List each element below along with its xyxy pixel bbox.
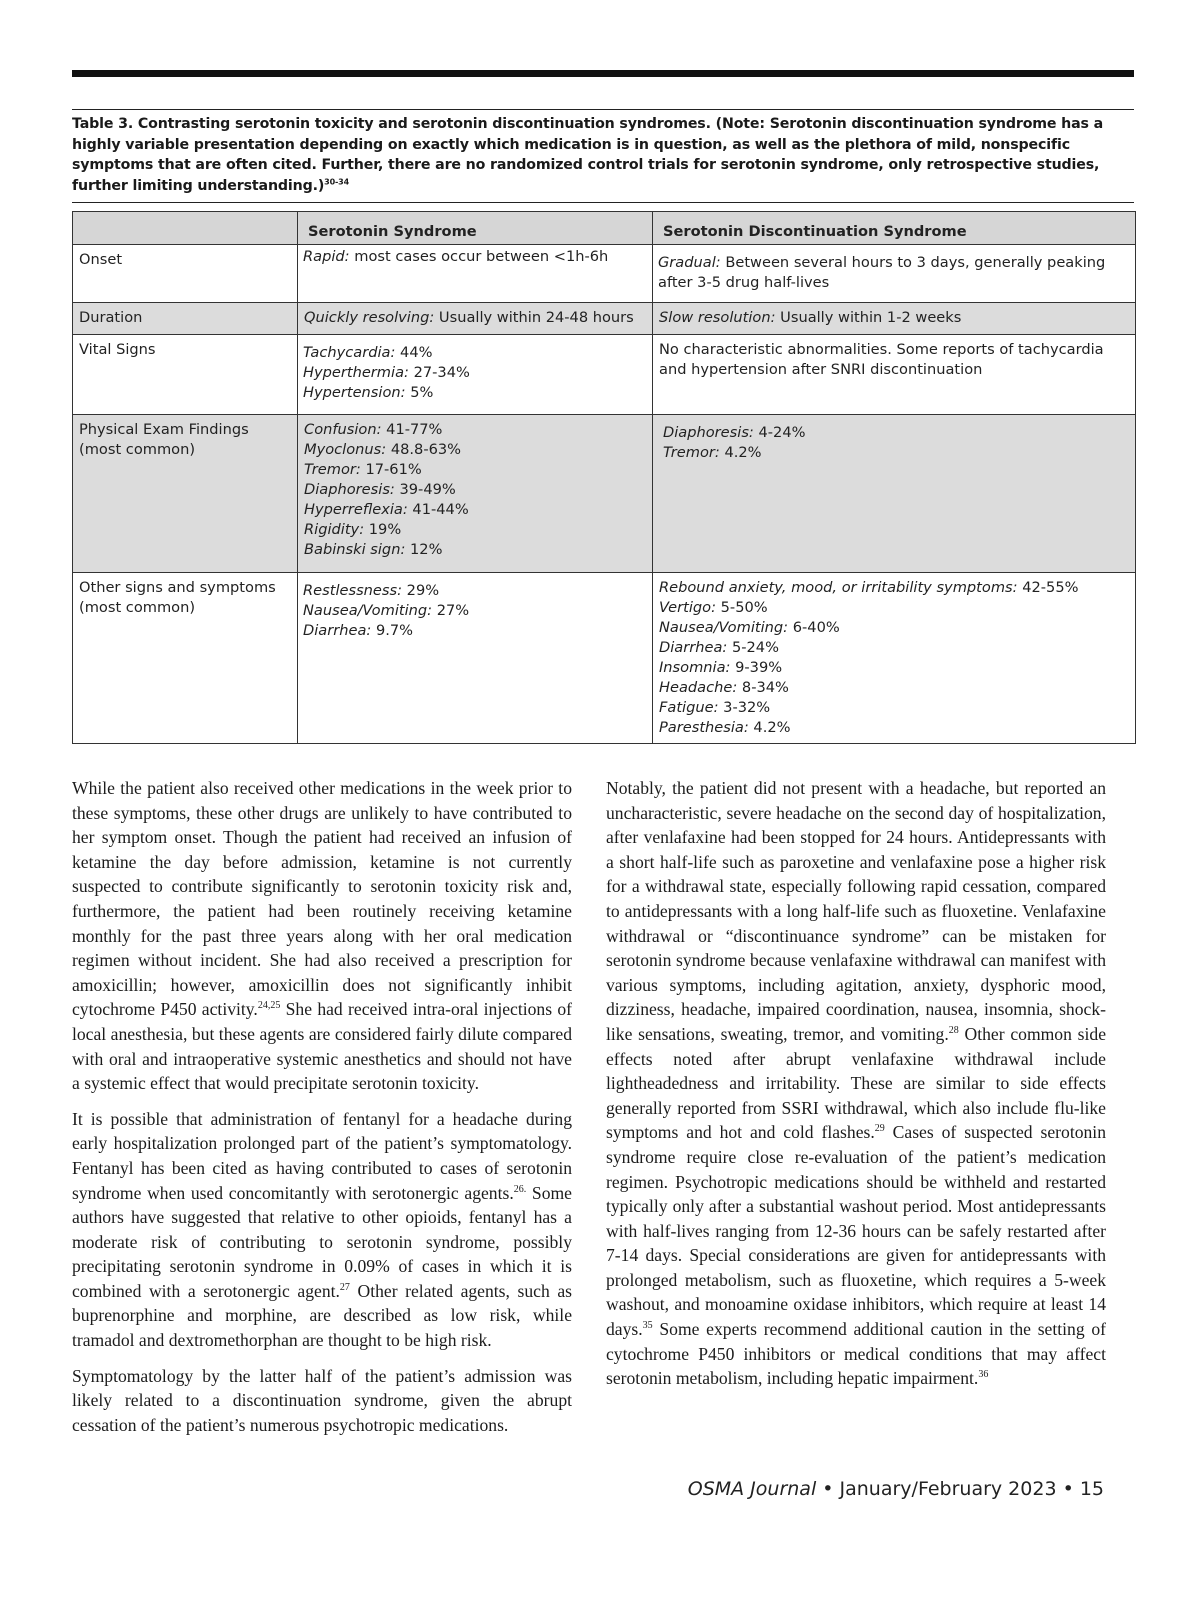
body-column-left: [72, 776, 572, 1448]
term: Hypertension:: [303, 384, 406, 401]
value: Usually within 1-2 weeks: [775, 309, 962, 326]
term: Hyperthermia:: [303, 364, 409, 381]
value: 44%: [395, 344, 433, 361]
term: Slow resolution:: [659, 309, 776, 326]
ss-cell: [298, 573, 653, 744]
comparison-table: [72, 211, 1136, 744]
term: Diarrhea:: [659, 639, 728, 656]
sds-cell: [653, 303, 1136, 335]
term: Hyperreflexia:: [304, 501, 408, 518]
sds-cell: [653, 245, 1136, 303]
paragraph: Notably, the patient did not present with a headache, but reported an uncharacteristic, severe headache on the second day of hospitalization, after venlafaxine had been stopped for 24 hours. Antidepressants with a short half-life such as paroxetine and venlafaxine pose a higher risk for a withdrawal state, especially following rapid cessation, compared to antidepressants with a long half-life such as fluoxetine. Venlafaxine withdrawal or “discontinuance syndrome” can be mistaken for serotonin syndrome because venlafaxine withdrawal can manifest with various symptoms, including agitation, anxiety, dysphoric mood, dizziness, headache, impaired coordination, nausea, insomnia, shock-like sensations, sweating, tremor, and vomiting.$^{28}$ Other common side effects noted after abrupt venlafaxine withdrawal include lightheadedness and irritability. These are similar to side effects generally reported from SSRI withdrawal, which also include flu-like symptoms and hot and cold flashes.$^{29}$ Cases of suspected serotonin syndrome require close re-evaluation of the patient’s medication regimen. Psychotropic medications should be withheld and restarted typically only after a substantial washout period. Most antidepressants with half-lives ranging from 12-36 hours can be safely restarted after 7-14 days. Special considerations are given for antidepressants with prolonged metabolism, such as fluoxetine, which requires a 5-week washout, and monoamine oxidase inhibitors, which require at least 14 days.$^{35}$ Some experts recommend additional caution in the setting of cytochrome P450 inhibitors or medical conditions that may affect serotonin metabolism, including hepatic impairment.$^{36}$: [606, 778, 1107, 1389]
term: Diarrhea:: [303, 622, 372, 639]
body-column-right: [606, 776, 1106, 1402]
value: Usually within 24-48 hours: [434, 309, 634, 326]
value: 17-61%: [360, 461, 422, 478]
value: 5%: [405, 384, 434, 401]
term: Vertigo:: [659, 599, 716, 616]
value: 4-24%: [753, 424, 806, 441]
term: Headache:: [659, 679, 738, 696]
term: Rigidity:: [304, 521, 365, 538]
term: Rapid:: [303, 248, 350, 265]
term: Nausea/Vomiting:: [659, 619, 789, 636]
value: 12%: [405, 541, 443, 558]
paragraph: While the patient also received other medications in the week prior to these symptoms, these other drugs are unlikely to have contributed to her symptom onset. Though the patient had received an infusion of ketamine the day before admission, ketamine is not currently suspected to contribute significantly to serotonin toxicity risk and, furthermore, the patient had been routinely receiving ketamine monthly for the past three years along with her oral medication regimen without incident. She had also received a prescription for amoxicillin; however, amoxicillin does not significantly inhibit cytochrome P450 activity.$^{24,25}$ She had received intra-oral injections of local anesthesia, but these agents are considered fairly dilute compared with oral and intraoperative systemic anesthetics and should not have a systemic effect that would precipitate serotonin toxicity.: [72, 778, 572, 1094]
value: 48.8-63%: [386, 441, 462, 458]
row-label: Duration: [73, 303, 298, 335]
value: 8-34%: [737, 679, 789, 696]
sds-cell: No characteristic abnormalities. Some reports of tachycardia and hypertension after SNRI discontinuation: [653, 335, 1136, 415]
term: Myoclonus:: [304, 441, 387, 458]
table-caption: Table 3. Contrasting serotonin toxicity and serotonin discontinuation syndromes. (Note: Serotonin discontinuation syndrome has a highly variable presentation depending on exactly which medication is in question, as well as the plethora of mild, nonspecific symptoms that are often cited. Further, there are no randomized control trials for serotonin syndrome, only retrospective studies, further limiting understanding.)$^{30-34}$: [72, 109, 1134, 203]
table-row: [73, 573, 1136, 744]
term: Gradual:: [658, 254, 721, 271]
row-label: Onset: [73, 245, 298, 303]
value: 5-24%: [727, 639, 779, 656]
table-row: [73, 335, 1136, 415]
sds-cell: [653, 573, 1136, 744]
value: 5-50%: [716, 599, 768, 616]
term: Tachycardia:: [303, 344, 396, 361]
row-label: Vital Signs: [73, 335, 298, 415]
term: Nausea/Vomiting:: [303, 602, 433, 619]
paragraph: Symptomatology by the latter half of the patient’s admission was likely related to a discontinuation syndrome, given the abrupt cessation of the patient’s numerous psychotropic medications.: [72, 1365, 572, 1435]
row-label: Other signs and symptoms (most common): [73, 573, 298, 744]
value: 9-39%: [730, 659, 783, 676]
term: Insomnia:: [659, 659, 731, 676]
term: Fatigue:: [659, 699, 719, 716]
term: Diaphoresis:: [304, 481, 395, 498]
header-discontinuation-syndrome: Serotonin Discontinuation Syndrome: [653, 212, 1136, 245]
ss-cell: [298, 335, 653, 415]
term: Tremor:: [663, 444, 720, 461]
value: 42-55%: [1017, 579, 1079, 596]
sds-cell: [653, 415, 1136, 573]
value: 41-77%: [381, 421, 443, 438]
header-serotonin-syndrome: Serotonin Syndrome: [298, 212, 653, 245]
value: 19%: [364, 521, 402, 538]
term: Restlessness:: [303, 582, 403, 599]
ss-cell: [298, 303, 653, 335]
table-row: [73, 303, 1136, 335]
header-blank: [73, 212, 298, 245]
table-row: [73, 245, 1136, 303]
issue-page: • January/February 2023 • 15: [816, 1478, 1104, 1500]
ss-cell: [298, 415, 653, 573]
top-rule: [72, 70, 1134, 77]
table-header-row: [73, 212, 1136, 245]
journal-name: OSMA Journal: [687, 1478, 817, 1500]
value: Between several hours to 3 days, generally peaking after 3-5 drug half-lives: [658, 254, 1106, 291]
term: Diaphoresis:: [663, 424, 754, 441]
value: 4.2%: [719, 444, 762, 461]
value: 29%: [402, 582, 440, 599]
term: Quickly resolving:: [304, 309, 435, 326]
term: Tremor:: [304, 461, 361, 478]
value: 41-44%: [407, 501, 469, 518]
term: Confusion:: [304, 421, 382, 438]
ss-cell: [298, 245, 653, 303]
row-label: Physical Exam Findings (most common): [73, 415, 298, 573]
value: 3-32%: [718, 699, 771, 716]
table-row: [73, 415, 1136, 573]
value: 27-34%: [408, 364, 470, 381]
term: Rebound anxiety, mood, or irritability symptoms:: [659, 579, 1018, 596]
value: 27%: [432, 602, 470, 619]
value: 39-49%: [394, 481, 456, 498]
value: 4.2%: [748, 719, 791, 736]
term: Paresthesia:: [659, 719, 749, 736]
paragraph: It is possible that administration of fentanyl for a headache during early hospitalization prolonged part of the patient’s symptomatology. Fentanyl has been cited as having contributed to cases of serotonin syndrome when used concomitantly with serotonergic agents.$^{26.}$ Some authors have suggested that relative to other opioids, fentanyl has a moderate risk of contributing to serotonin syndrome, possibly precipitating serotonin syndrome in 0.09% of cases in which it is combined with a serotonergic agent.$^{27}$ Other related agents, such as buprenorphine and morphine, are described as low risk, while tramadol and dextromethorphan are thought to be high risk.: [72, 1108, 572, 1351]
value: most cases occur between <1h-6h: [349, 248, 609, 265]
value: 6-40%: [788, 619, 840, 636]
page-footer: [688, 1478, 1104, 1500]
term: Babinski sign:: [304, 541, 406, 558]
value: 9.7%: [371, 622, 414, 639]
